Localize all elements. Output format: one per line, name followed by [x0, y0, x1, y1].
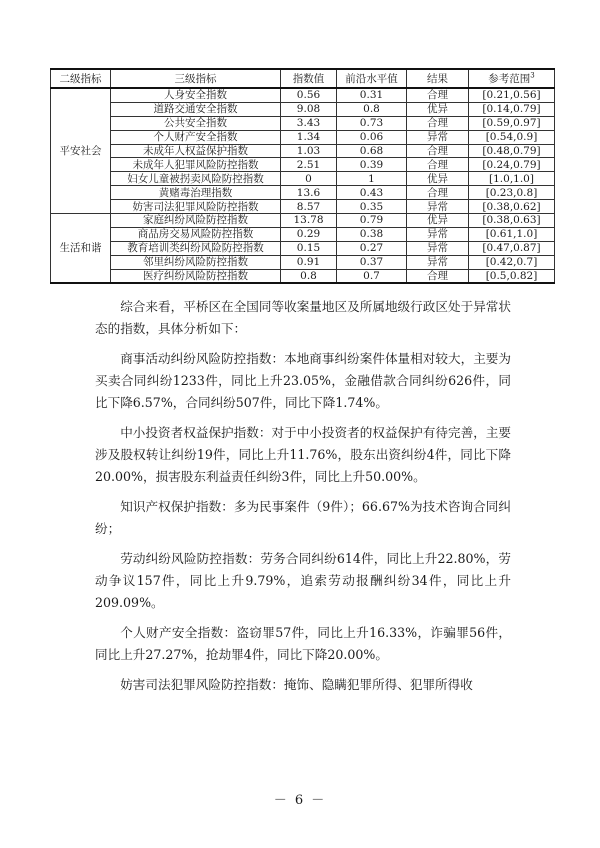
table-row	[51, 255, 555, 269]
table-cell: [0.54,0.9]	[469, 130, 555, 144]
header-cell: 指数值	[281, 69, 337, 88]
table-cell: 合理	[407, 144, 469, 158]
table-row	[51, 102, 555, 116]
table-cell: 合理	[407, 88, 469, 102]
table-row	[51, 88, 555, 102]
table-cell: 邻里纠纷风险防控指数	[111, 255, 281, 269]
table-cell: [0.42,0.7]	[469, 255, 555, 269]
table-cell: [0.59,0.97]	[469, 116, 555, 130]
table-cell: [0.38,0.62]	[469, 200, 555, 214]
table-row	[51, 241, 555, 255]
table-row	[51, 144, 555, 158]
table-cell: 优异	[407, 172, 469, 186]
table-cell: [0.5,0.82]	[469, 269, 555, 283]
table-cell: 医疗纠纷风险防控指数	[111, 269, 281, 283]
table-cell: 合理	[407, 269, 469, 283]
table-row	[51, 214, 555, 228]
paragraph: 综合来看，平桥区在全国同等收案量地区及所属地级行政区处于异常状态的指数，具体分析如下：	[95, 299, 511, 336]
table-cell: 1.03	[281, 144, 337, 158]
table-cell: 商品房交易风险防控指数	[111, 227, 281, 241]
table-cell: 1	[337, 172, 407, 186]
paragraph: 知识产权保护指数：多为民事案件（9件）；66.67%为技术咨询合同纠纷；	[95, 499, 511, 536]
table-cell: 0.27	[337, 241, 407, 255]
table-body	[51, 88, 555, 283]
table-header	[51, 69, 555, 88]
table-cell: 3.43	[281, 116, 337, 130]
table-cell: [0.48,0.79]	[469, 144, 555, 158]
table-cell: 0.68	[337, 144, 407, 158]
paragraph: 劳动纠纷风险防控指数：劳务合同纠纷614件，同比上升22.80%，劳动争议157件，同比上升9.79%，追索劳动报酬纠纷34件，同比上升209.09%。	[95, 551, 511, 610]
header-cell: 前沿水平值	[337, 69, 407, 88]
table-cell: 合理	[407, 158, 469, 172]
paragraph: 个人财产安全指数：盗窃罪57件，同比上升16.33%，诈骗罪56件，同比上升27.27%，抢劫罪4件，同比下降20.00%。	[95, 625, 511, 662]
paragraph: 商事活动纠纷风险防控指数：本地商事纠纷案件体量相对较大，主要为买卖合同纠纷1233件，同比上升23.05%，金融借款合同纠纷626件，同比下降6.57%，合同纠纷507件，同比下降1.74%。	[95, 351, 511, 410]
table-cell: 0.15	[281, 241, 337, 255]
table-cell: 0.7	[337, 269, 407, 283]
table-cell: 异常	[407, 227, 469, 241]
table-cell: 异常	[407, 241, 469, 255]
table-cell: 0.35	[337, 200, 407, 214]
table-cell: 1.34	[281, 130, 337, 144]
table-cell: [0.21,0.56]	[469, 88, 555, 102]
table-cell: 合理	[407, 186, 469, 200]
table-cell: 0.56	[281, 88, 337, 102]
group-cell: 生活和谐	[51, 214, 111, 284]
table-cell: [1.0,1.0]	[469, 172, 555, 186]
table-cell: 2.51	[281, 158, 337, 172]
table-cell: 13.78	[281, 214, 337, 228]
table-cell: 道路交通安全指数	[111, 102, 281, 116]
table-cell: 9.08	[281, 102, 337, 116]
table-cell: 妨害司法犯罪风险防控指数	[111, 200, 281, 214]
table-cell: 0.38	[337, 227, 407, 241]
footnote-marker: 3	[530, 71, 535, 79]
table-cell: 0.8	[281, 269, 337, 283]
table-row	[51, 186, 555, 200]
table-cell: 异常	[407, 255, 469, 269]
paragraph: 妨害司法犯罪风险防控指数：掩饰、隐瞒犯罪所得、犯罪所得收	[120, 677, 473, 692]
table-row	[51, 269, 555, 283]
table-cell: 0.37	[337, 255, 407, 269]
table-cell: 异常	[407, 130, 469, 144]
table-cell: 0.91	[281, 255, 337, 269]
table-row	[51, 158, 555, 172]
table-cell: [0.23,0.8]	[469, 186, 555, 200]
group-cell: 平安社会	[51, 88, 111, 214]
table-cell: 0	[281, 172, 337, 186]
table-cell: 0.8	[337, 102, 407, 116]
table-cell: 0.43	[337, 186, 407, 200]
table-row	[51, 200, 555, 214]
header-cell	[469, 69, 555, 88]
table-cell: 未成年人犯罪风险防控指数	[111, 158, 281, 172]
table-cell: 公共安全指数	[111, 116, 281, 130]
table-cell: 13.6	[281, 186, 337, 200]
table-row	[51, 130, 555, 144]
table-cell: 黄赌毒治理指数	[111, 186, 281, 200]
table-row	[51, 172, 555, 186]
header-cell: 结果	[407, 69, 469, 88]
header-cell: 二级指标	[51, 69, 111, 88]
table-cell: 家庭纠纷风险防控指数	[111, 214, 281, 228]
table-cell: 未成年人权益保护指数	[111, 144, 281, 158]
table-cell: 合理	[407, 116, 469, 130]
table-cell: [0.24,0.79]	[469, 158, 555, 172]
table-cell: 8.57	[281, 200, 337, 214]
table-cell: 0.31	[337, 88, 407, 102]
table-cell: 教育培训类纠纷风险防控指数	[111, 241, 281, 255]
header-cell: 三级指标	[111, 69, 281, 88]
table-cell: 0.79	[337, 214, 407, 228]
table-row	[51, 116, 555, 130]
table-cell: 优异	[407, 214, 469, 228]
table-cell: 优异	[407, 102, 469, 116]
table-cell: 0.39	[337, 158, 407, 172]
table-cell: [0.38,0.63]	[469, 214, 555, 228]
table-cell: [0.61,1.0]	[469, 227, 555, 241]
table-row	[51, 227, 555, 241]
index-table	[50, 68, 555, 284]
table-cell: 人身安全指数	[111, 88, 281, 102]
header-cell-text: 参考范围	[488, 72, 531, 85]
table-cell: 0.73	[337, 116, 407, 130]
table-cell: [0.47,0.87]	[469, 241, 555, 255]
table-cell: 0.29	[281, 227, 337, 241]
table-cell: [0.14,0.79]	[469, 102, 555, 116]
table-cell: 个人财产安全指数	[111, 130, 281, 144]
table-cell: 妇女儿童被拐卖风险防控指数	[111, 172, 281, 186]
page-number: － 6 －	[273, 793, 327, 808]
paragraph: 中小投资者权益保护指数：对于中小投资者的权益保护有待完善，主要涉及股权转让纠纷19件，同比上升11.76%，股东出资纠纷4件，同比下降20.00%，损害股东利益责任纠纷3件，同比上升50.00%。	[95, 425, 511, 484]
body-text	[95, 296, 511, 696]
table-cell: 0.06	[337, 130, 407, 144]
table-cell: 异常	[407, 200, 469, 214]
